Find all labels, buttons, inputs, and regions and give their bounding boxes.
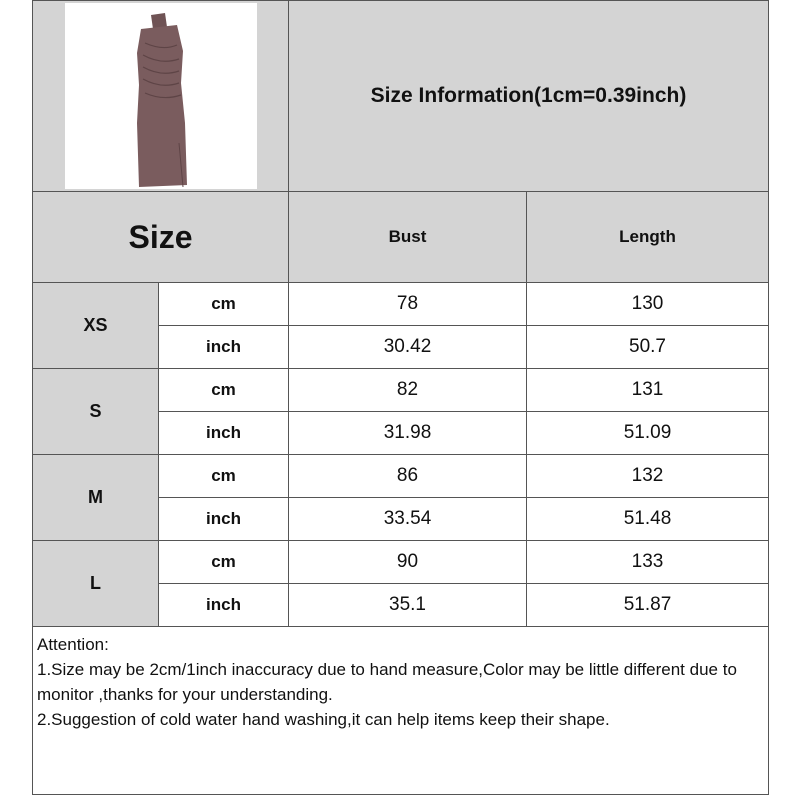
length-value: 131 [631,379,664,400]
dress-photo [65,3,257,189]
table-row [33,369,769,412]
attention-heading: Attention: [37,635,109,654]
title-cell [289,1,769,192]
unit-label: cm [211,294,236,313]
length-value: 51.48 [623,508,672,529]
bust-value: 35.1 [389,594,426,615]
bust-value: 90 [396,551,419,572]
length-value: 51.87 [623,594,672,615]
length-value: 133 [631,551,664,572]
table-row [33,283,769,326]
unit-label: cm [211,466,236,485]
bust-value: 86 [396,465,419,486]
bust-value: 30.42 [383,336,432,357]
title-row [33,1,769,192]
length-value: 50.7 [629,336,666,357]
size-label: S [89,401,102,421]
unit-label: inch [206,595,241,614]
length-header: Length [619,227,676,246]
bust-value: 33.54 [383,508,432,529]
size-table [32,0,769,795]
dress-image [65,3,257,189]
bust-value: 78 [396,293,419,314]
bust-header-cell [289,192,527,283]
table-row [33,541,769,584]
page-title: Size Information(1cm=0.39inch) [370,84,687,107]
note-line-2: 2.Suggestion of cold water hand washing,it can help items keep their shape. [37,710,610,729]
size-label: XS [83,315,108,335]
note-line-1: 1.Size may be 2cm/1inch inaccuracy due to hand measure,Color may be little different due to monitor ,thanks for your understanding. [37,660,737,704]
size-header-cell [33,192,289,283]
size-header: Size [128,218,193,255]
size-chart [32,0,768,800]
unit-label: inch [206,337,241,356]
size-label-cell [33,369,159,455]
size-label-cell [33,455,159,541]
length-header-cell [527,192,769,283]
attention-notes [33,627,769,795]
bust-header: Bust [388,227,427,246]
table-row [33,455,769,498]
bust-value: 82 [396,379,419,400]
column-header-row [33,192,769,283]
unit-label: cm [211,380,236,399]
size-label: L [90,573,101,593]
size-label-cell [33,283,159,369]
size-label: M [88,487,103,507]
unit-label: inch [206,509,241,528]
unit-label: inch [206,423,241,442]
unit-label: cm [211,552,236,571]
product-photo-cell [33,1,289,192]
bust-value: 31.98 [383,422,432,443]
length-value: 130 [631,293,664,314]
size-label-cell [33,541,159,627]
length-value: 132 [631,465,664,486]
notes-row [33,627,769,795]
length-value: 51.09 [623,422,672,443]
